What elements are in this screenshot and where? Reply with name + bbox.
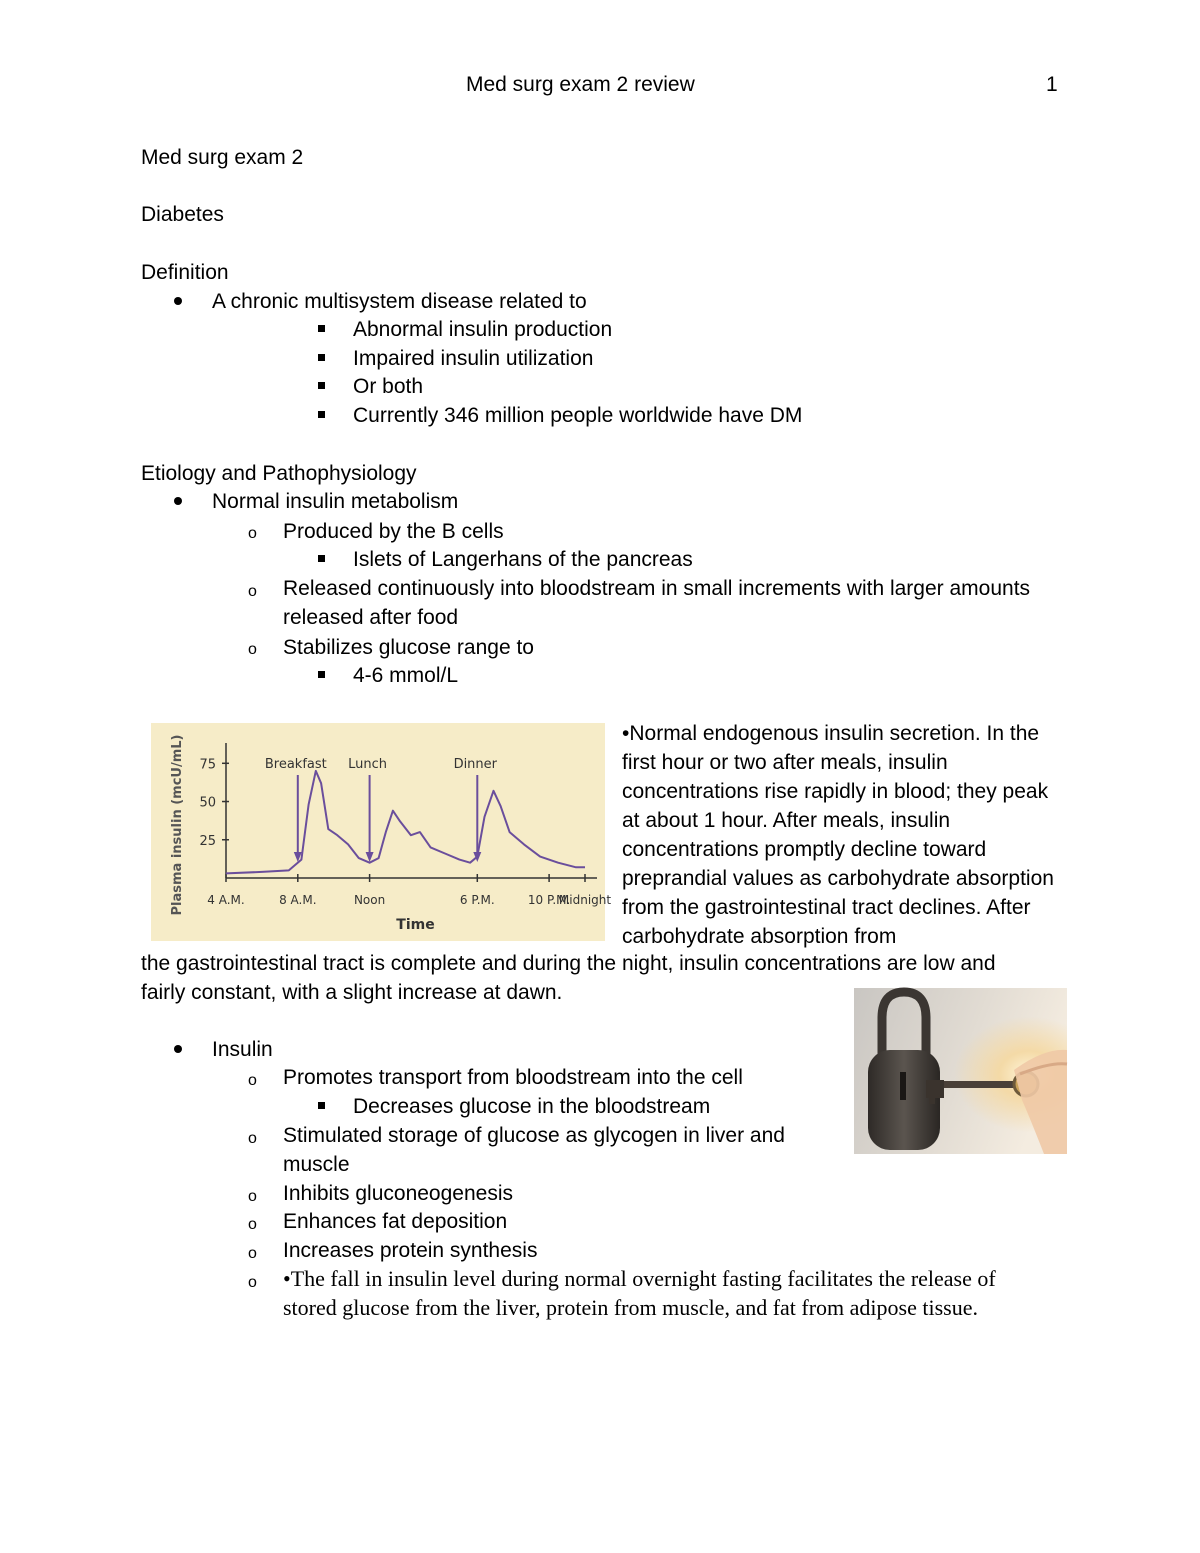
insulin-heading: Insulin	[212, 1038, 273, 1061]
chart-caption: •Normal endogenous insulin secretion. In the first hour or two after meals, insulin concentrations rise rapidly in blood; they peak at about 1 hour. After meals, insulin concentrations promptly decline toward preprandial values as carbohydrate absorption from the gastrointestinal tract declines. After carbohydrate absorption from	[622, 722, 1054, 948]
normal-insulin-metabolism: Normal insulin metabolism	[212, 490, 459, 513]
chart-y-label: Plasma insulin (mcU/mL)	[170, 734, 185, 916]
bullet-square-icon	[318, 1102, 325, 1109]
chart-x-tick-label: 10 P.M.	[527, 893, 571, 907]
chart-x-tick-label: Noon	[353, 893, 386, 907]
chart-x-tick-label: Midnight	[558, 893, 612, 907]
insulin-fall-line-2: stored glucose from the liver, protein from muscle, and fat from adipose tissue.	[283, 1295, 978, 1320]
insulin-promotes: Promotes transport from bloodstream into the cell	[283, 1066, 743, 1089]
document-title: Med surg exam 2	[141, 146, 304, 169]
bullet-circle-icon: o	[248, 525, 257, 542]
bullet-square-icon	[318, 382, 325, 389]
insulin-stimulated-line-1: Stimulated storage of glucose as glycogen in liver and	[283, 1124, 785, 1147]
insulin-stimulated-line-2: muscle	[283, 1153, 350, 1176]
definition-heading: Definition	[141, 261, 229, 284]
chart-x-tick-label: 8 A.M.	[279, 893, 317, 907]
bullet-circle-icon: o	[248, 1216, 257, 1233]
chart-y-tick-label: 75	[199, 757, 216, 773]
released-line-1: Released continuously into bloodstream in small increments with larger amounts	[283, 577, 1031, 600]
bullet-circle-icon: o	[248, 1188, 257, 1205]
running-header-title: Med surg exam 2 review	[466, 73, 695, 96]
bullet-square-icon	[318, 325, 325, 332]
bullet-circle-icon: o	[248, 1072, 257, 1089]
produced-by: Produced by the B cells	[283, 520, 504, 543]
section-heading: Diabetes	[141, 203, 224, 226]
definition-item: Currently 346 million people worldwide have DM	[353, 404, 803, 427]
islets: Islets of Langerhans of the pancreas	[353, 548, 693, 571]
stabilizes: Stabilizes glucose range to	[283, 636, 534, 659]
glucose-range: 4-6 mmol/L	[353, 664, 459, 687]
lock-and-key-photo	[854, 988, 1067, 1154]
bullet-square-icon	[318, 555, 325, 562]
insulin-fall-line-1: •The fall in insulin level during normal overnight fasting facilitates the release of	[283, 1266, 996, 1291]
bullet-circle-icon: o	[248, 1245, 257, 1262]
bullet-circle-icon: o	[248, 641, 257, 658]
chart-annotation-label: Lunch	[348, 757, 388, 772]
insulin-secretion-chart	[151, 723, 612, 941]
bullet-circle-icon: o	[248, 1274, 257, 1291]
chart-series-line	[226, 771, 585, 874]
chart-annotation-label: Breakfast	[264, 757, 327, 772]
bullet-dot-icon	[174, 497, 182, 505]
chart-svg	[151, 723, 612, 941]
bullet-square-icon	[318, 411, 325, 418]
definition-item: Impaired insulin utilization	[353, 347, 594, 370]
insulin-inhibits: Inhibits gluconeogenesis	[283, 1182, 513, 1205]
bullet-dot-icon	[174, 297, 182, 305]
insulin-decreases: Decreases glucose in the bloodstream	[353, 1095, 711, 1118]
chart-x-label: Time	[396, 917, 435, 933]
bullet-dot-icon	[174, 1045, 182, 1053]
page-number: 1	[1046, 73, 1058, 96]
bullet-circle-icon: o	[248, 583, 257, 600]
chart-annotation-arrowhead	[473, 852, 481, 862]
etiology-heading: Etiology and Pathophysiology	[141, 462, 417, 485]
chart-y-tick-label: 25	[199, 833, 216, 849]
bullet-square-icon	[318, 671, 325, 678]
chart-annotation-label: Dinner	[453, 757, 498, 772]
chart-caption-continued-2: fairly constant, with a slight increase at dawn.	[141, 981, 563, 1004]
chart-caption-continued-1: the gastrointestinal tract is complete and during the night, insulin concentrations are low and	[141, 952, 996, 975]
insulin-increases: Increases protein synthesis	[283, 1239, 538, 1262]
insulin-enhances: Enhances fat deposition	[283, 1210, 508, 1233]
bullet-square-icon	[318, 354, 325, 361]
chart-x-tick-label: 4 A.M.	[207, 893, 245, 907]
definition-intro: A chronic multisystem disease related to	[212, 290, 587, 313]
chart-y-tick-label: 50	[199, 795, 216, 811]
released-line-2: released after food	[283, 606, 459, 629]
bullet-circle-icon: o	[248, 1130, 257, 1147]
chart-x-tick-label: 6 P.M.	[459, 893, 495, 907]
definition-item: Abnormal insulin production	[353, 318, 613, 341]
definition-item: Or both	[353, 375, 424, 398]
